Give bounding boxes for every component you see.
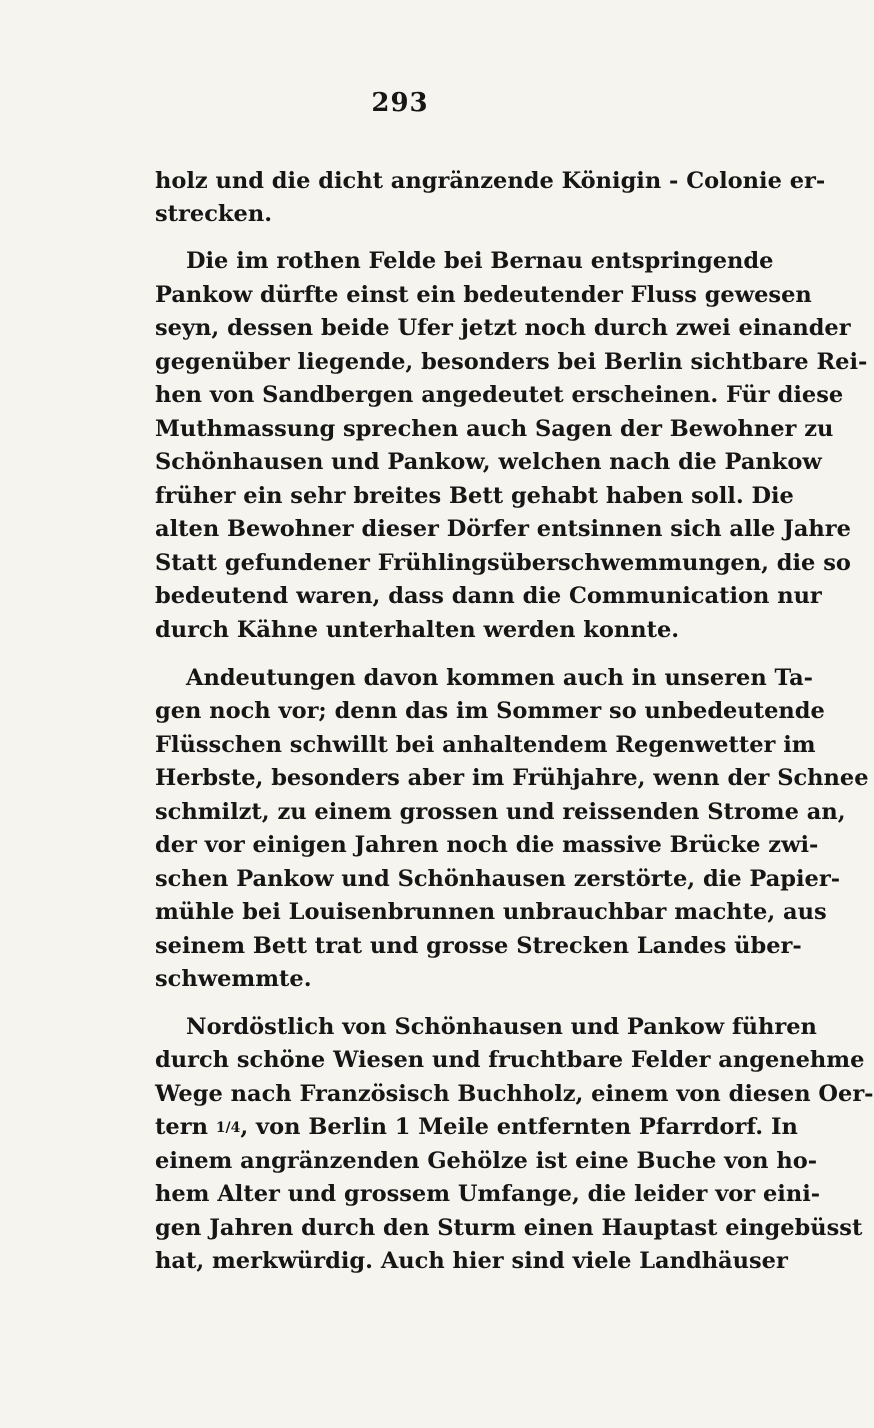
text-line: Die im rothen Felde bei Bernau entspringende bbox=[186, 248, 774, 274]
text-line: gen Jahren durch den Sturm einen Hauptast eingebüsst bbox=[155, 1215, 863, 1241]
text-line: Wege nach Französisch Buchholz, einem von diesen Oer- bbox=[155, 1081, 874, 1107]
text-line: seinem Bett trat und grosse Strecken Landes über- bbox=[155, 933, 802, 959]
text-line: Herbste, besonders aber im Frühjahre, wenn der Schnee bbox=[155, 765, 869, 791]
text-line: seyn, dessen beide Ufer jetzt noch durch zwei einander bbox=[155, 315, 851, 341]
text-line-with-fraction bbox=[155, 1110, 798, 1144]
text-line: hen von Sandbergen angedeutet erscheinen. Für diese bbox=[155, 382, 844, 408]
text-line: bedeutend waren, dass dann die Communication nur bbox=[155, 583, 822, 609]
text-line: Nordöstlich von Schönhausen und Pankow führen bbox=[186, 1014, 817, 1040]
text-line: gen noch vor; denn das im Sommer so unbedeutende bbox=[155, 698, 825, 724]
text-line: Flüsschen schwillt bei anhaltendem Regenwetter im bbox=[155, 732, 816, 758]
text-line: Pankow dürfte einst ein bedeutender Fluss gewesen bbox=[155, 282, 812, 308]
text-line: hem Alter und grossem Umfange, die leider vor eini- bbox=[155, 1181, 821, 1207]
text-line: durch schöne Wiesen und fruchtbare Felder angenehme bbox=[155, 1047, 865, 1073]
text-line: holz und die dicht angränzende Königin - Colonie er- bbox=[155, 168, 826, 194]
text-line: alten Bewohner dieser Dörfer entsinnen sich alle Jahre bbox=[155, 516, 851, 542]
text-line: mühle bei Louisenbrunnen unbrauchbar machte, aus bbox=[155, 899, 827, 925]
text-line: durch Kähne unterhalten werden konnte. bbox=[155, 617, 680, 643]
text-line: Schönhausen und Pankow, welchen nach die Pankow bbox=[155, 449, 822, 475]
text-line: strecken. bbox=[155, 201, 273, 227]
text-segment: , von Berlin 1 Meile entfernten Pfarrdorf. In bbox=[240, 1114, 798, 1140]
text-line: schmilzt, zu einem grossen und reissenden Strome an, bbox=[155, 799, 846, 825]
text-line: schen Pankow und Schönhausen zerstörte, die Papier- bbox=[155, 866, 841, 892]
text-line: Andeutungen davon kommen auch in unseren Ta- bbox=[186, 665, 814, 691]
fraction: 1/4 bbox=[215, 1120, 241, 1136]
text-line: der vor einigen Jahren noch die massive Brücke zwi- bbox=[155, 832, 819, 858]
text-line: hat, merkwürdig. Auch hier sind viele Landhäuser bbox=[155, 1248, 788, 1274]
text-line: Muthmassung sprechen auch Sagen der Bewohner zu bbox=[155, 416, 834, 442]
page-number: 293 bbox=[371, 88, 429, 118]
text-line: schwemmte. bbox=[155, 966, 312, 992]
text-line: gegenüber liegende, besonders bei Berlin sichtbare Rei- bbox=[155, 349, 868, 375]
text-line: früher ein sehr breites Bett gehabt haben soll. Die bbox=[155, 483, 794, 509]
text-segment: tern bbox=[155, 1114, 208, 1140]
text-line: einem angränzenden Gehölze ist eine Buche von ho- bbox=[155, 1148, 818, 1174]
text-line: Statt gefundener Frühlingsüberschwemmungen, die so bbox=[155, 550, 851, 576]
